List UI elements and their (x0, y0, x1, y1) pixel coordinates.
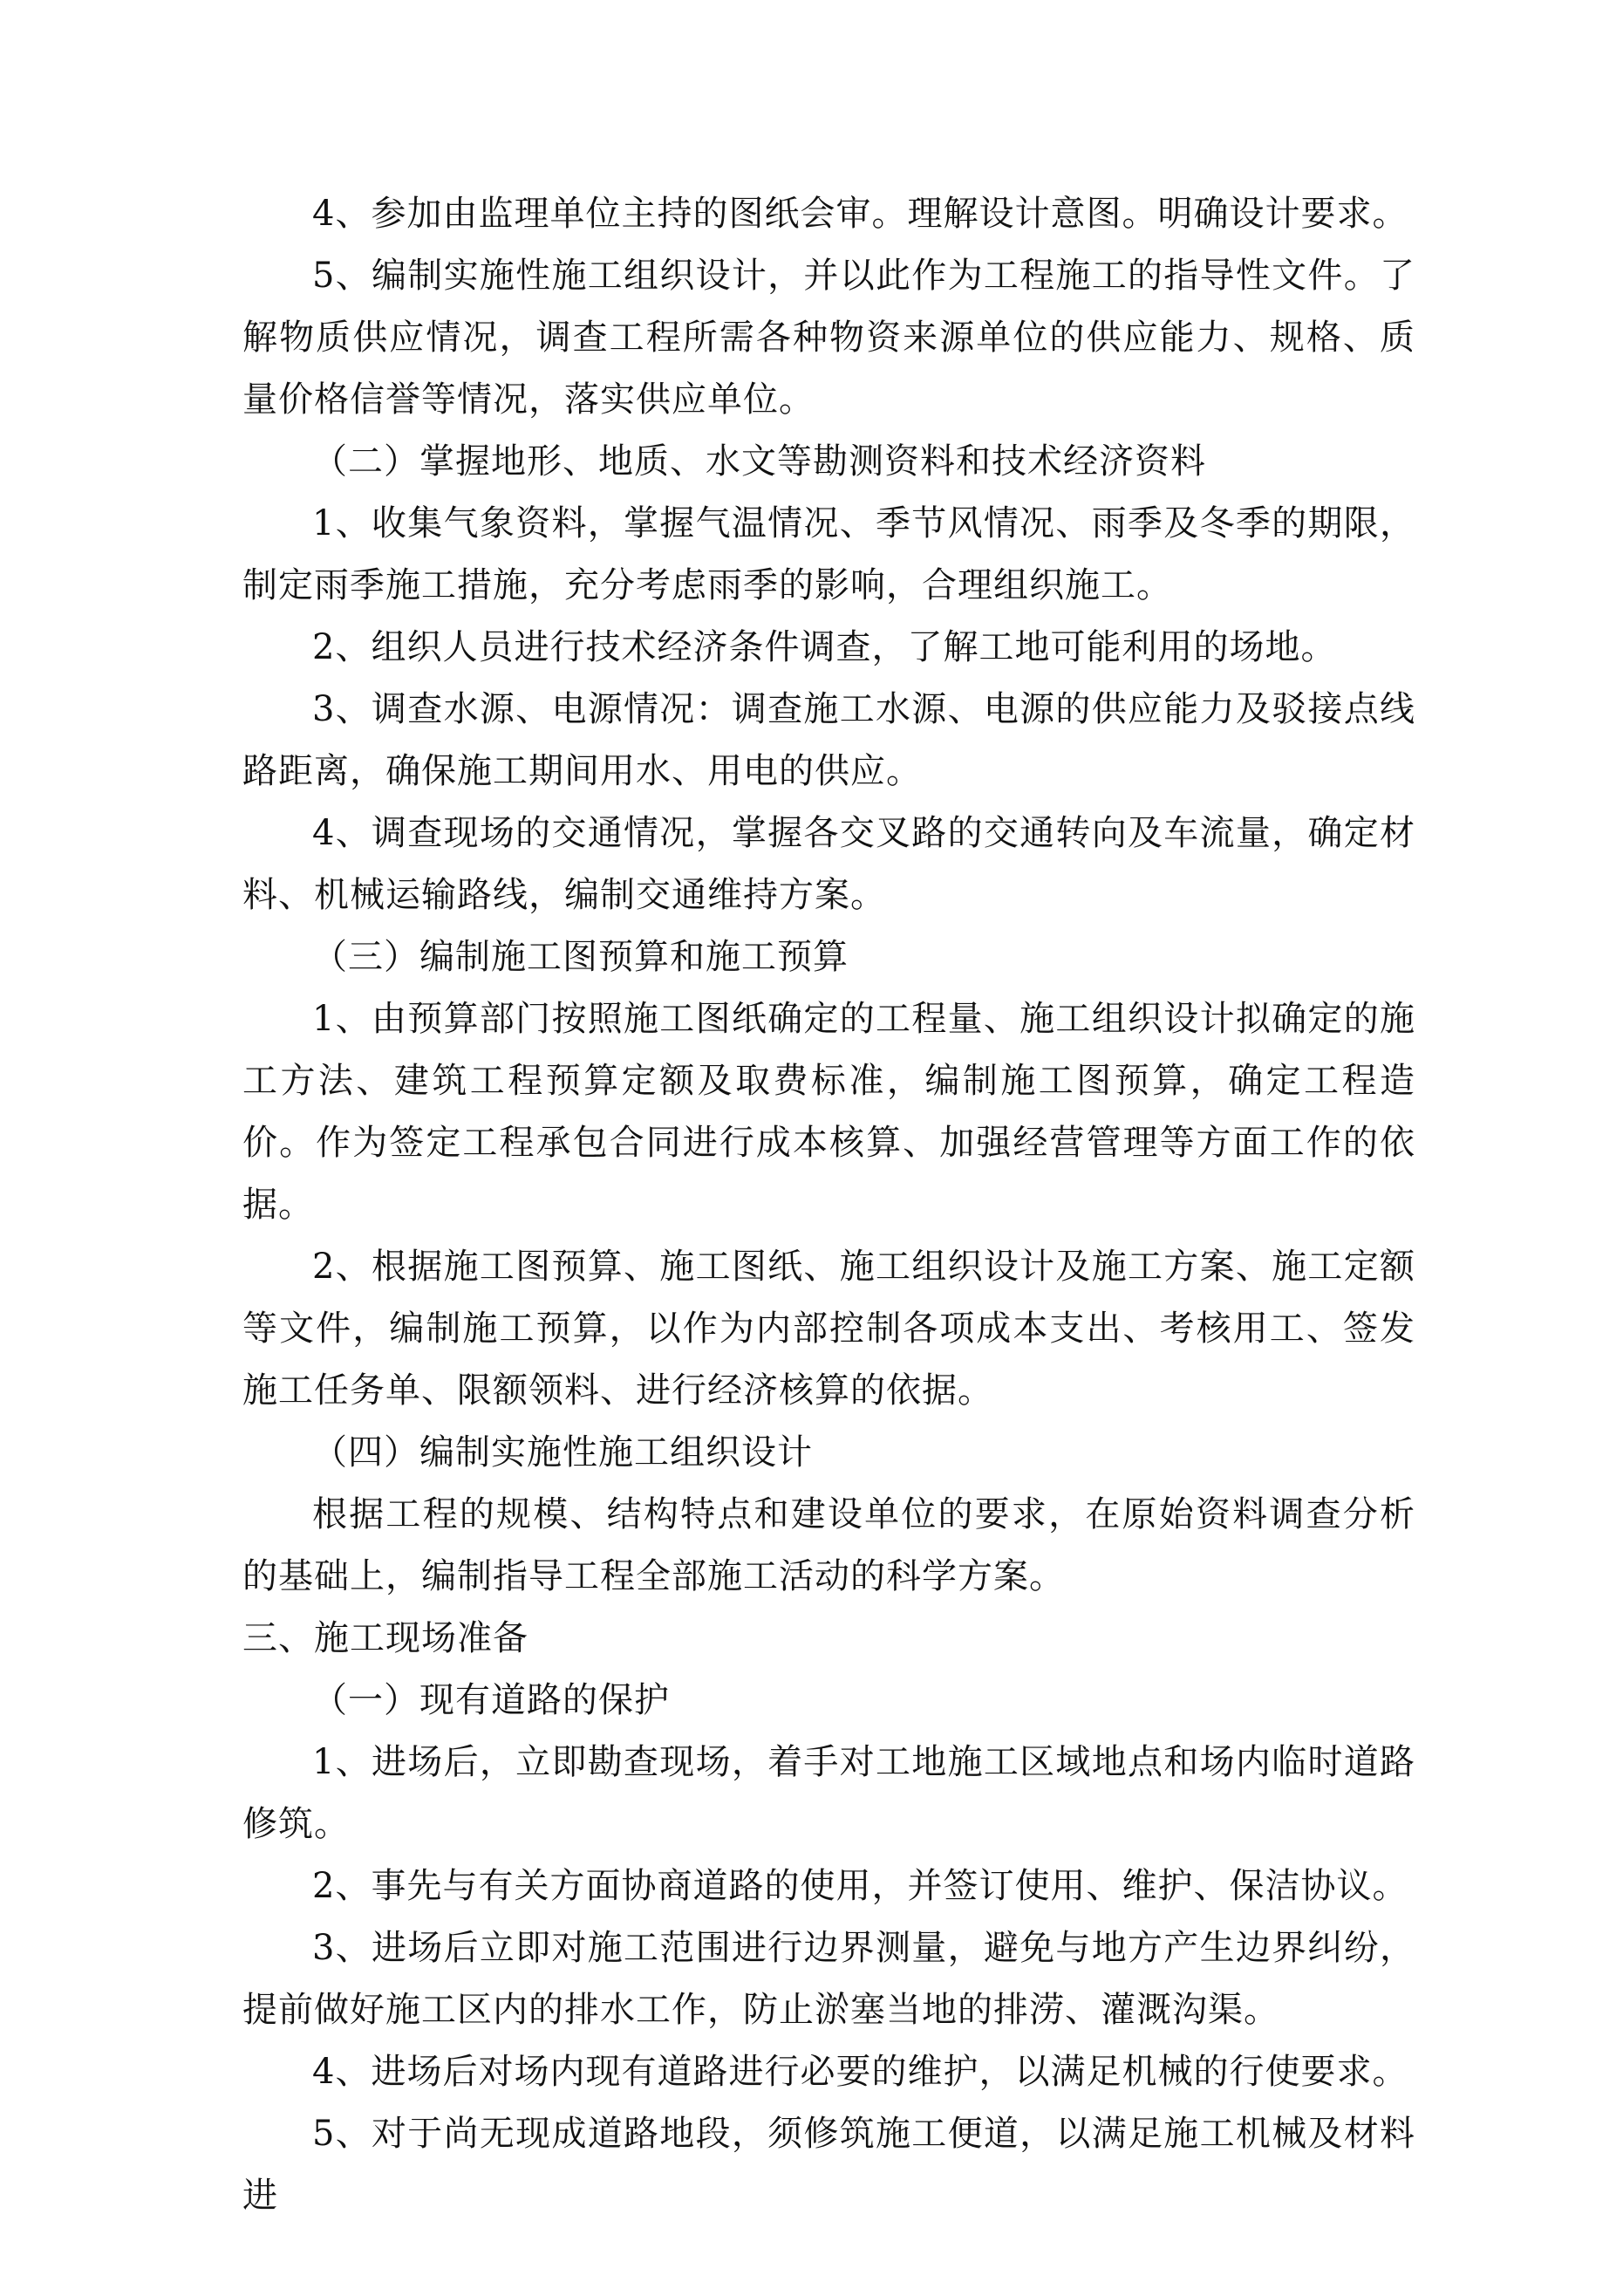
paragraph-organization-design: 根据工程的规模、结构特点和建设单位的要求，在原始资料调查分析的基础上，编制指导工程全部施工活动的科学方案。 (242, 1494, 1415, 1596)
paragraph-item-5-construction-design: 5、编制实施性施工组织设计，并以此作为工程施工的指导性文件。了解物质供应情况，调查工程所需各种物资来源单位的供应能力、规格、质量价格信誉等情况，落实供应单位。 (242, 256, 1415, 420)
paragraph-road-4: 4、进场后对场内现有道路进行必要的维护，以满足机械的行使要求。 (312, 2052, 1408, 2092)
paragraph-item-4-drawing-review: 4、参加由监理单位主持的图纸会审。理解设计意图。明确设计要求。 (312, 194, 1408, 234)
paragraph-water-power: 3、调查水源、电源情况：调查施工水源、电源的供应能力及驳接点线路距离，确保施工期间用水、用电的供应。 (242, 689, 1415, 791)
paragraph-budget-2: 2、根据施工图预算、施工图纸、施工组织设计及施工方案、施工定额等文件，编制施工预算，以作为内部控制各项成本支出、考核用工、签发施工任务单、限额领料、进行经济核算的依据。 (242, 1247, 1415, 1411)
paragraph-road-2: 2、事先与有关方面协商道路的使用，并签订使用、维护、保洁协议。 (312, 1866, 1408, 1906)
paragraph-weather-data: 1、收集气象资料，掌握气温情况、季节风情况、雨季及冬季的期限，制定雨季施工措施，充分考虑雨季的影响，合理组织施工。 (242, 503, 1415, 605)
subsection-heading-3: （三）编制施工图预算和施工预算 (312, 937, 849, 977)
document-body (242, 183, 1415, 2227)
subsection-heading-2: （二）掌握地形、地质、水文等勘测资料和技术经济资料 (312, 441, 1206, 482)
paragraph-budget-1: 1、由预算部门按照施工图纸确定的工程量、施工组织设计拟确定的施工方法、建筑工程预算定额及取费标准，编制施工图预算，确定工程造价。作为签定工程承包合同进行成本核算、加强经营管理等方面工作的依据。 (242, 999, 1415, 1225)
subsection-heading-4: （四）编制实施性施工组织设计 (312, 1432, 813, 1473)
paragraph-traffic: 4、调查现场的交通情况，掌握各交叉路的交通转向及车流量，确定材料、机械运输路线，编制交通维持方案。 (242, 813, 1415, 915)
section-heading-3: 三、施工现场准备 (242, 1618, 528, 1658)
subsection-heading-road-protection: （一）现有道路的保护 (312, 1680, 670, 1720)
paragraph-road-5: 5、对于尚无现成道路地段，须修筑施工便道，以满足施工机械及材料进 (242, 2114, 1415, 2216)
paragraph-road-1: 1、进场后，立即勘查现场，着手对工地施工区域地点和场内临时道路修筑。 (242, 1742, 1415, 1844)
paragraph-site-survey: 2、组织人员进行技术经济条件调查，了解工地可能利用的场地。 (312, 627, 1337, 667)
paragraph-road-3: 3、进场后立即对施工范围进行边界测量，避免与地方产生边界纠纷，提前做好施工区内的排水工作，防止淤塞当地的排涝、灌溉沟渠。 (242, 1928, 1415, 2030)
